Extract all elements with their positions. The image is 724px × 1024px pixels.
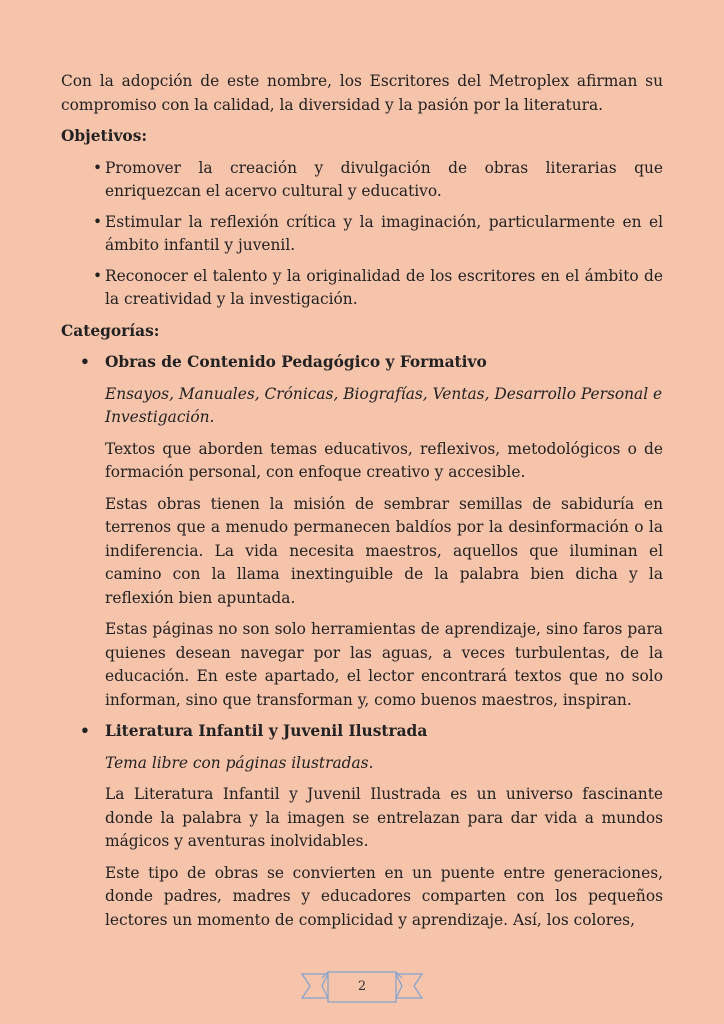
bullet-icon: • (93, 266, 103, 285)
category-paragraph: Estas obras tienen la misión de sembrar semillas de sabiduría en terrenos que a menudo permanecen baldíos por la desinformación o la indiferencia. La vida necesita maestros, aquellos que iluminan el camino con la llama inextinguible de la palabra bien dicha y la reflexión bien apuntada. (105, 494, 663, 607)
objective-item (61, 211, 663, 258)
category-pedagogico (61, 351, 663, 712)
page-content (61, 70, 663, 940)
category-paragraph: Estas páginas no son solo herramientas de aprendizaje, sino faros para quienes desean navegar por las aguas, a veces turbulentas, de la educación. En este apartado, el lector encontrará textos que no solo informan, sino que transforman y, como buenos maestros, inspiran. (105, 620, 663, 709)
category-paragraph: Textos que aborden temas educativos, reflexivos, metodológicos o de formación personal, con enfoque creativo y accesible. (105, 439, 663, 481)
bullet-icon: • (80, 722, 90, 740)
objective-text: Reconocer el talento y la originalidad de los escritores en el ámbito de la creatividad y la investigación. (105, 266, 663, 308)
category-paragraph: La Literatura Infantil y Juvenil Ilustrada es un universo fascinante donde la palabra y la imagen se entrelazan para dar vida a mundos mágicos y aventuras inolvidables. (105, 785, 663, 850)
category-title: • Literatura Infantil y Juvenil Ilustrada (105, 720, 663, 744)
category-title: • Obras de Contenido Pedagógico y Formativo (105, 351, 663, 375)
category-subtitle: Ensayos, Manuales, Crónicas, Biografías, Ventas, Desarrollo Personal e Investigación. (105, 384, 663, 426)
objective-text: Estimular la reflexión crítica y la imaginación, particularmente en el ámbito infantil y juvenil. (105, 212, 663, 254)
category-subtitle: Tema libre con páginas ilustradas. (105, 753, 374, 772)
objectives-list (61, 157, 663, 312)
category-paragraph: Este tipo de obras se convierten en un puente entre generaciones, donde padres, madres y educadores comparten con los pequeños lectores un momento de complicidad y aprendizaje. Así, los colores, (105, 863, 663, 929)
bullet-icon: • (93, 158, 103, 177)
categories-heading: Categorías: (61, 321, 160, 340)
category-infantil (61, 720, 663, 932)
bullet-icon: • (80, 353, 90, 371)
intro-paragraph: Con la adopción de este nombre, los Escritores del Metroplex afirman su compromiso con la calidad, la diversidad y la pasión por la literatura. (61, 72, 663, 114)
objective-item (61, 157, 663, 204)
page-number: 2 (357, 979, 367, 994)
objective-text: Promover la creación y divulgación de obras literarias que enriquezcan el acervo cultural y educativo. (105, 158, 663, 200)
bullet-icon: • (93, 212, 103, 231)
objectives-heading: Objetivos: (61, 127, 148, 145)
page-footer (300, 970, 424, 1004)
objective-item (61, 265, 663, 312)
